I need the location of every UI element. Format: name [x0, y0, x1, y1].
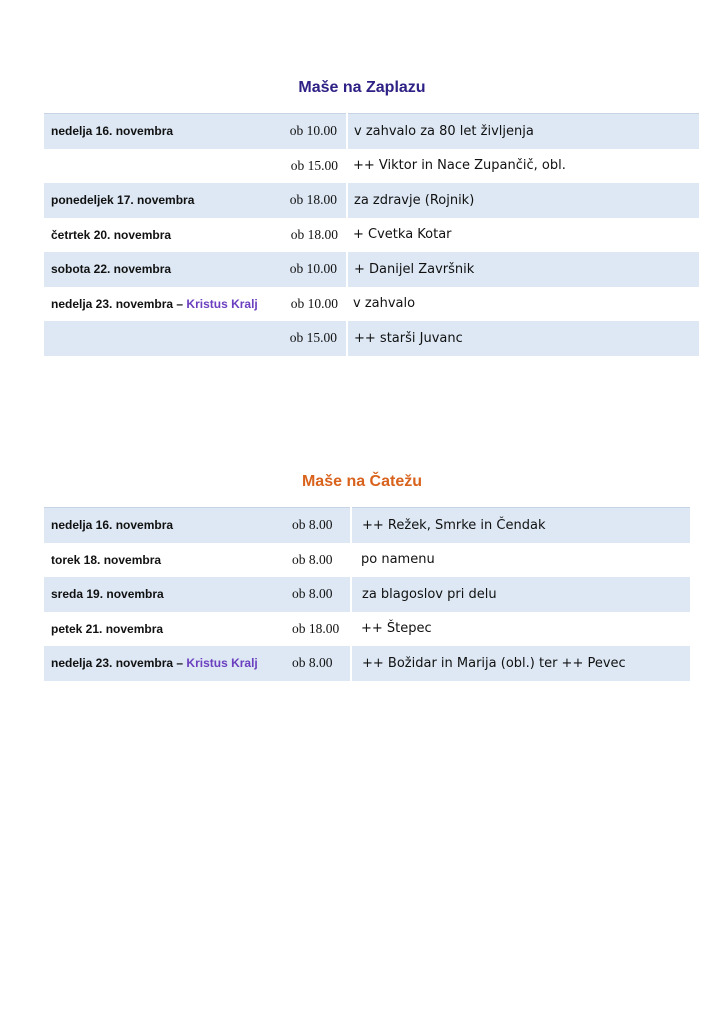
day-label: nedelja 16. novembra — [51, 518, 174, 533]
intention-cell: + Danijel Završnik — [347, 252, 699, 287]
date-cell — [44, 183, 279, 218]
table-row — [44, 577, 690, 612]
feast-label: Kristus Kralj — [186, 296, 258, 311]
time-cell: ob 18.00 — [290, 226, 338, 242]
day-label: nedelja 23. novembra – — [51, 656, 187, 671]
table-row — [44, 218, 699, 253]
table-row — [44, 612, 690, 647]
time-cell: ob 10.00 — [279, 114, 347, 149]
schedule-table-catez — [44, 507, 690, 681]
table-row — [44, 287, 699, 322]
intention-cell: za blagoslov pri delu — [351, 577, 690, 612]
day-label: ponedeljek 17. novembra — [51, 193, 195, 208]
date-cell — [44, 646, 279, 681]
day-label: nedelja 16. novembra — [51, 124, 174, 139]
feast-label: Kristus Kralj — [186, 656, 258, 671]
time-cell: ob 8.00 — [292, 551, 333, 567]
date-cell — [44, 149, 279, 184]
time-cell: ob 8.00 — [279, 577, 351, 612]
date-cell — [44, 287, 279, 322]
table-row — [44, 646, 690, 681]
day-label: sobota 22. novembra — [51, 262, 172, 277]
date-cell — [44, 114, 279, 149]
date-cell — [44, 577, 279, 612]
intention-cell: ++ starši Juvanc — [347, 321, 699, 356]
time-cell: ob 15.00 — [279, 321, 347, 356]
table-row — [44, 321, 699, 356]
time-cell: ob 10.00 — [279, 252, 347, 287]
section-title-catez: Maše na Čatežu — [301, 473, 423, 490]
date-cell — [44, 252, 279, 287]
date-cell — [44, 321, 279, 356]
section-title-zaplaz: Maše na Zaplazu — [298, 79, 426, 96]
date-cell — [44, 612, 279, 647]
intention-cell: + Cvetka Kotar — [353, 227, 452, 243]
time-cell: ob 8.00 — [279, 508, 351, 543]
day-label: nedelja 23. novembra – — [51, 296, 187, 311]
day-label: četrtek 20. novembra — [51, 227, 172, 242]
intention-cell: v zahvalo za 80 let življenja — [347, 114, 699, 149]
schedule-table-zaplaz — [44, 113, 699, 356]
time-cell: ob 18.00 — [279, 183, 347, 218]
intention-cell: ++ Režek, Smrke in Čendak — [351, 508, 690, 543]
table-row — [44, 114, 699, 149]
time-cell: ob 10.00 — [290, 295, 338, 311]
time-cell: ob 15.00 — [290, 157, 338, 173]
table-row — [44, 252, 699, 287]
intention-cell: za zdravje (Rojnik) — [347, 183, 699, 218]
intention-cell: v zahvalo — [353, 296, 416, 312]
day-label: petek 21. novembra — [51, 621, 164, 636]
intention-cell: ++ Viktor in Nace Zupančič, obl. — [353, 158, 566, 174]
table-row — [44, 508, 690, 543]
time-cell: ob 8.00 — [279, 646, 351, 681]
table-row — [44, 543, 690, 578]
date-cell — [44, 543, 279, 578]
intention-cell: ++ Božidar in Marija (obl.) ter ++ Pevec — [351, 646, 690, 681]
intention-cell: po namenu — [361, 552, 435, 568]
intention-cell: ++ Štepec — [361, 621, 432, 637]
table-row — [44, 149, 699, 184]
date-cell — [44, 218, 279, 253]
table-row — [44, 183, 699, 218]
day-label: sreda 19. novembra — [51, 587, 164, 602]
date-cell — [44, 508, 279, 543]
day-label: torek 18. novembra — [51, 552, 162, 567]
time-cell: ob 18.00 — [292, 620, 340, 636]
